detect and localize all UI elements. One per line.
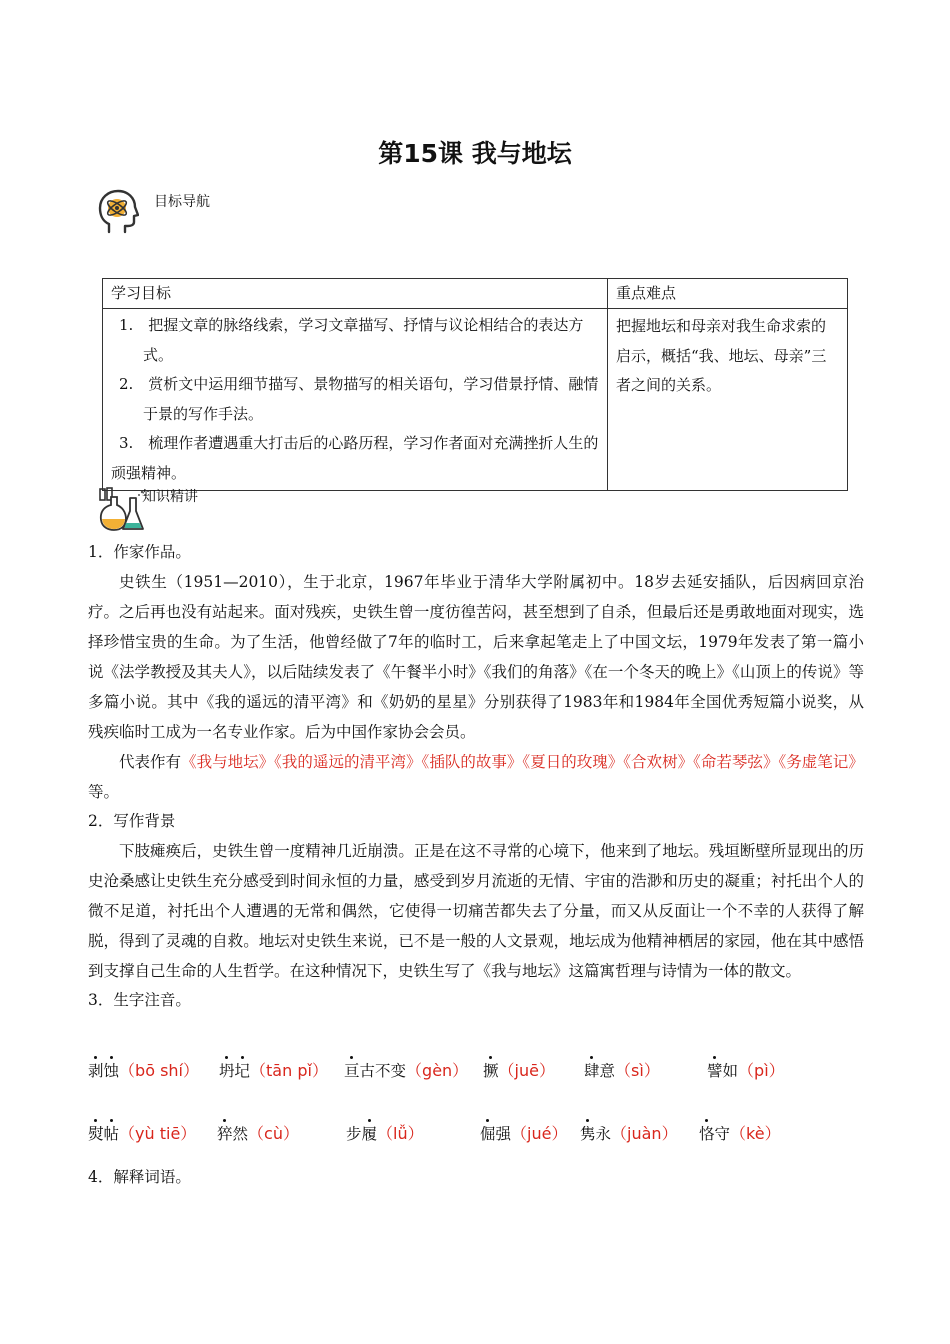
author-paragraph: 史铁生（1951—2010），生于北京，1967年毕业于清华大学附属初中。18岁去延安插队，后因病回京治疗。之后再也没有站起来。面对残疾，史铁生曾一度彷徨苦闷，甚至想到了自杀，但最后还是勇敢地面对现实，选择珍惜宝贵的生命。为了生活，他曾经做了7年的临时工，后来拿起笔走上了中国文坛，1979年发表了第一篇小说《法学教授及其夫人》，以后陆续发表了《午餐半小时》《我们的角落》《在一个冬天的晚上》《山顶上的传说》等多篇小说。其中《我的遥远的清平湾》和《奶奶的星星》分别获得了1983年和1984年全国优秀短篇小说奖，从残疾临时工成为一名专业作家。后为中国作家协会会员。 xyxy=(88,573,864,741)
pinyin-item: 坍圮（tān pǐ） xyxy=(219,1061,328,1080)
work-title: 插队的故事 xyxy=(429,753,507,771)
work-title: 合欢树 xyxy=(631,753,678,771)
background-paragraph: 下肢瘫痪后，史铁生曾一度精神几近崩溃。正是在这不寻常的心境下，他来到了地坛。残垣断壁所显现出的历史沧桑感让史铁生充分感受到时间永恒的力量，感受到岁月流逝的无情、宇宙的浩渺和历史的凝重；衬托出个人的微不足道，衬托出个人遭遇的无常和偶然，它使得一切痛苦都失去了分量，而又从反面让一个不幸的人获得了解脱，得到了灵魂的自救。地坛对史铁生来说，已不是一般的人文景观，地坛成为他精神栖居的家园，他在其中感悟到支撑自己生命的人生哲学。在这种情况下，史铁生写了《我与地坛》这篇寓哲理与诗情为一体的散文。 xyxy=(88,842,864,980)
pinyin-item: 隽永（juàn） xyxy=(580,1124,678,1143)
goals-header: 学习目标 xyxy=(103,279,608,309)
section-heading: 1．作家作品。 xyxy=(88,543,191,561)
pinyin-item: 恪守（kè） xyxy=(699,1124,781,1143)
main-content xyxy=(88,538,864,1015)
pinyin-item: 倔强（jué） xyxy=(480,1124,568,1143)
pinyin-item: 譬如（pì） xyxy=(707,1061,785,1080)
pinyin-item: 肆意（sì） xyxy=(584,1061,660,1080)
pinyin-row xyxy=(88,1121,888,1151)
knowledge-label: 知识精讲 xyxy=(142,489,198,505)
work-title: 我与地坛 xyxy=(196,753,259,771)
work-title: 夏日的玫瑰 xyxy=(530,753,608,771)
page-title: 第15课 我与地坛 xyxy=(378,139,572,168)
works-end: 等。 xyxy=(88,783,120,801)
works-intro: 代表作有 xyxy=(119,753,182,771)
pinyin-item: 猝然（cù） xyxy=(217,1124,299,1143)
pinyin-item: 撅（juē） xyxy=(483,1061,555,1080)
works-paragraph: 代表作有《我与地坛》《我的遥远的清平湾》《插队的故事》《夏日的玫瑰》《合欢树》《命若琴弦》《务虚笔记》等。 xyxy=(88,753,864,801)
difficulty-text: 把握地坛和母亲对我生命求索的启示，概括“我、地坛、母亲”三者之间的关系。 xyxy=(616,317,827,394)
work-title: 命若琴弦 xyxy=(700,753,763,771)
goals-table xyxy=(102,278,848,491)
goal-item: 2. 赏析文中运用细节描写、景物描写的相关语句，学习借景抒情、融情于景的写作手法。 xyxy=(119,375,599,423)
pinyin-item: 熨帖（yù tiē） xyxy=(88,1124,197,1143)
pinyin-item: 亘古不变（gèn） xyxy=(344,1061,469,1080)
goals-cell xyxy=(103,309,608,491)
difficulty-cell xyxy=(608,309,848,491)
goal-item: 3. 梳理作者遭遇重大打击后的心路历程，学习作者面对充满挫折人生的顽强精神。 xyxy=(111,434,599,482)
pinyin-item: 剥蚀（bō shí） xyxy=(88,1061,199,1080)
section-heading: 3．生字注音。 xyxy=(88,991,191,1009)
pinyin-item: 步履（lǚ） xyxy=(346,1124,424,1143)
flask-icon xyxy=(97,487,147,531)
goal-item: 1. 把握文章的脉络线索，学习文章描写、抒情与议论相结合的表达方式。 xyxy=(119,316,584,364)
difficulty-header: 重点难点 xyxy=(608,279,848,309)
work-title: 我的遥远的清平湾 xyxy=(281,753,407,771)
work-title: 务虚笔记 xyxy=(786,753,849,771)
pinyin-row xyxy=(88,1058,888,1088)
section-heading: 2．写作背景 xyxy=(88,812,176,830)
section-heading: 4．解释词语。 xyxy=(88,1168,191,1186)
brain-head-icon xyxy=(97,188,139,236)
nav-label: 目标导航 xyxy=(154,194,210,210)
